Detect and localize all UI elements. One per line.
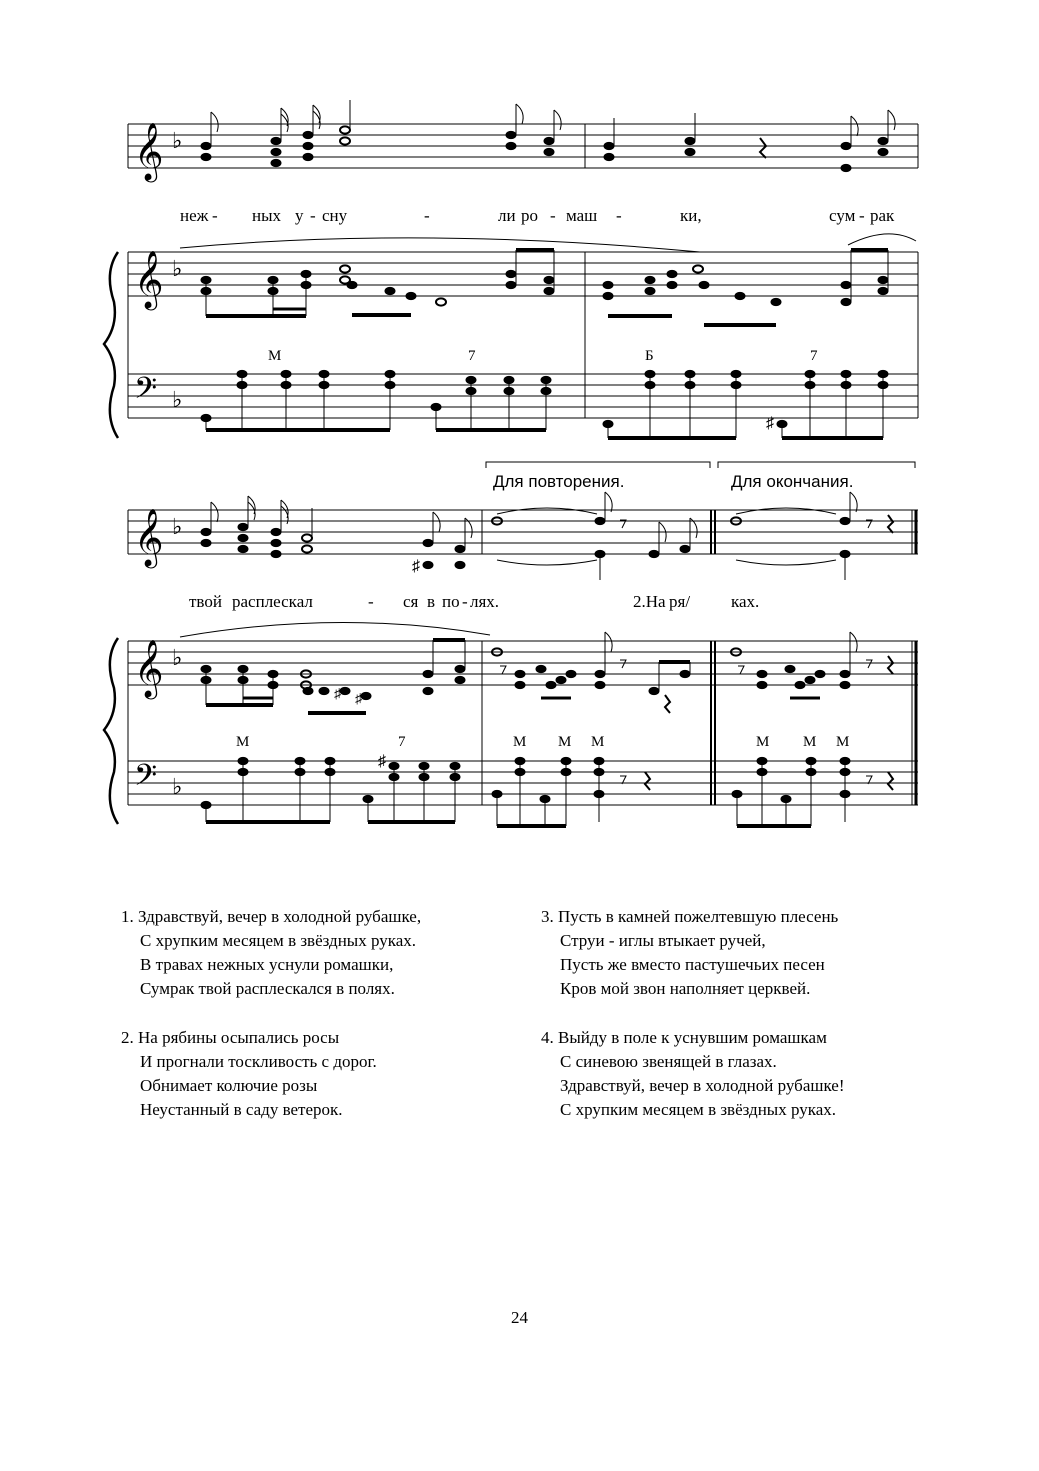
piano-bass-notes-2 [201,753,893,826]
lyric-syllable: по [442,592,460,611]
svg-text:♯: ♯ [378,753,386,770]
verse-line: И прогнали тоскливость с дорог. [140,1052,377,1071]
verse-line: Сумрак твой расплескался в полях. [140,979,395,998]
svg-text:♯: ♯ [334,687,341,702]
piano-brace-icon [104,252,118,438]
lyric-syllable: маш [566,206,598,225]
piano-bass-staff-1 [128,374,918,418]
verse-2 [121,1026,377,1122]
lyric-hyphen: - [424,206,430,225]
flat-key-signature-icon: ♭ [172,388,183,413]
lyric-syllable: сум [829,206,856,225]
lyric-syllable: ря/ [669,592,691,611]
treble-clef-icon: 𝄞 [134,508,164,566]
lyric-syllable: ли [498,206,516,225]
flat-key-signature-icon: ♭ [172,775,183,800]
verse-line: Обнимает колючие розы [140,1076,318,1095]
verse-line: 2. На рябины осыпались росы [121,1028,340,1047]
vocal-notes-2 [201,492,893,580]
lyric-hyphen: - [462,592,468,611]
verse-4 [541,1026,845,1122]
verse-3 [541,905,838,1001]
piano-treble-notes-2 [180,622,893,713]
volta-second-ending-label: Для окончания. [731,472,854,491]
verse-line: Струи - иглы втыкает ручей, [560,931,766,950]
chord-mark: М [803,734,817,750]
chord-marks-1 [268,348,818,364]
verse-line: Кров мой звон наполняет церквей. [560,979,811,998]
verse-line: Пусть же вместо пастушечьих песен [560,955,825,974]
vocal-notes-1 [201,100,895,172]
chord-mark: М [513,734,527,750]
lyric-syllable: ся [403,592,419,611]
flat-key-signature-icon: ♭ [172,646,183,671]
flat-key-signature-icon: ♭ [172,515,183,540]
lyric-hyphen: - [616,206,622,225]
verse-line: С синевою звенящей в глазах. [560,1052,777,1071]
piano-treble-staff-1 [128,252,918,418]
lyric-syllable: твой [189,592,222,611]
piano-bass-staff-2 [128,761,918,805]
chord-mark: М [268,348,282,364]
chord-mark: 7 [398,734,406,750]
chord-mark: М [836,734,850,750]
lyrics-line-1 [180,206,895,225]
lyric-hyphen: - [212,206,218,225]
verse-line: 3. Пусть в камней пожелтевшую плесень [541,907,839,926]
lyric-syllable: у [295,206,304,225]
piano-brace-icon [104,638,118,824]
system-1 [104,100,918,438]
chord-marks-2 [236,734,849,750]
lyric-hyphen: - [310,206,316,225]
chord-mark: М [558,734,572,750]
verse-line: 1. Здравствуй, вечер в холодной рубашке, [121,907,422,926]
lyric-syllable: ках. [731,592,760,611]
lyric-syllable: рак [870,206,895,225]
piano-treble-staff-2 [128,641,918,805]
svg-text:♯: ♯ [766,415,774,432]
verse-line: С хрупким месяцем в звёздных руках. [140,931,417,950]
chord-mark: Б [645,348,654,364]
vocal-staff-1 [128,124,918,168]
verse-line: С хрупким месяцем в звёздных руках. [560,1100,837,1119]
lyric-syllable: ки, [680,206,702,225]
verse-1 [121,905,421,1001]
lyric-hyphen: - [859,206,865,225]
lyric-syllable: ро [521,206,538,225]
lyric-syllable: неж [180,206,209,225]
system-2 [104,462,918,826]
lyric-hyphen: - [368,592,374,611]
lyric-hyphen: - [550,206,556,225]
treble-clef-icon: 𝄞 [134,250,164,308]
flat-key-signature-icon: ♭ [172,129,183,154]
chord-mark: М [756,734,770,750]
svg-text:♯: ♯ [355,692,362,707]
lyric-syllable: расплескал [232,592,313,611]
lyric-syllable: лях. [470,592,500,611]
lyrics-line-2 [189,592,759,611]
svg-text:♯: ♯ [412,558,420,575]
verse-line: Здравствуй, вечер в холодной рубашке! [560,1076,845,1095]
lyric-syllable: 2.На [633,592,666,611]
piano-bass-notes-1 [201,370,888,438]
bass-clef-icon: 𝄢 [134,759,158,800]
treble-clef-icon: 𝄞 [134,639,164,697]
bass-clef-icon: 𝄢 [134,372,158,413]
chord-mark: М [591,734,605,750]
piano-treble-notes-1 [180,234,916,325]
verse-line: В травах нежных уснули ромашки, [140,955,394,974]
chord-mark: М [236,734,250,750]
chord-mark: 7 [810,348,818,364]
volta-first-ending-label: Для повторения. [493,472,625,491]
flat-key-signature-icon: ♭ [172,257,183,282]
treble-clef-icon: 𝄞 [134,122,164,180]
verse-line: 4. Выйду в поле к уснувшим ромашкам [541,1028,827,1047]
lyric-syllable: сну [322,206,348,225]
chord-mark: 7 [468,348,476,364]
page-number: 24 [511,1308,528,1327]
lyric-syllable: в [427,592,436,611]
lyric-syllable: ных [252,206,282,225]
volta-brackets [486,462,915,468]
verse-line: Неустанный в саду ветерок. [140,1100,343,1119]
